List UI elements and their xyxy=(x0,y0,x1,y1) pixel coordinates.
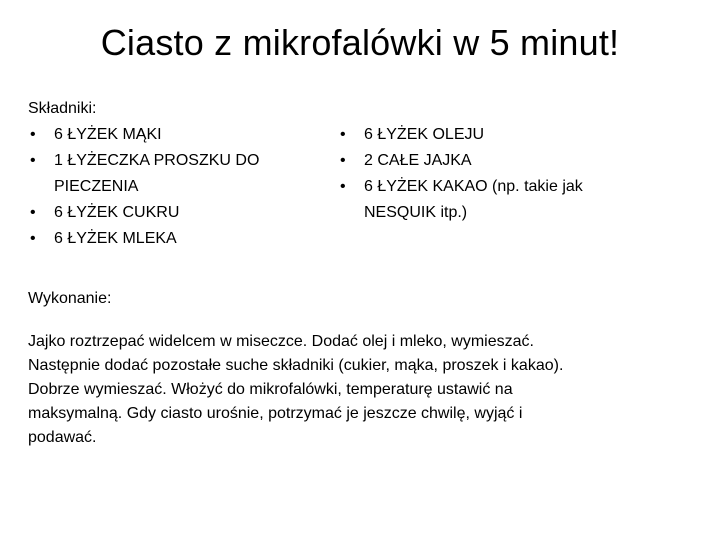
ingredient-text: 6 ŁYŻEK MLEKA xyxy=(54,230,177,247)
bullet-icon: • xyxy=(30,204,36,221)
list-item xyxy=(28,200,298,226)
method-paragraph: Jajko roztrzepać widelcem w miseczce. Dodać olej i mleko, wymieszać. Następnie dodać pozostałe suche składniki (cukier, mąka, proszek i kakao). Dobrze wymieszać. Włożyć do mikrofalówki, temperaturę ustawić na maksymalną. Gdy ciasto urośnie, potrzymać je jeszcze chwilę, wyjąć i podawać. xyxy=(28,333,564,446)
ingredient-text: 2 CAŁE JAJKA xyxy=(364,152,472,169)
ingredient-text: 6 ŁYŻEK OLEJU xyxy=(364,126,485,143)
page-title: Ciasto z mikrofalówki w 5 minut! xyxy=(100,22,620,63)
method-heading: Wykonanie: xyxy=(28,290,112,307)
list-item xyxy=(28,226,298,252)
bullet-icon: • xyxy=(30,152,36,169)
list-item xyxy=(338,174,638,226)
ingredient-text: 6 ŁYŻEK CUKRU xyxy=(54,204,180,221)
ingredients-heading: Składniki: xyxy=(28,100,97,117)
bullet-icon: • xyxy=(30,126,36,143)
bullet-icon: • xyxy=(340,126,346,143)
bullet-icon: • xyxy=(340,178,346,195)
ingredients-list-right xyxy=(338,122,638,226)
ingredient-text: 6 ŁYŻEK MĄKI xyxy=(54,126,162,143)
list-item xyxy=(338,148,638,174)
ingredients-list-left xyxy=(28,122,298,252)
bullet-icon: • xyxy=(30,230,36,247)
list-item xyxy=(28,148,298,200)
list-item xyxy=(28,122,298,148)
ingredient-text: 6 ŁYŻEK KAKAO (np. takie jak NESQUIK itp.) xyxy=(364,178,583,221)
ingredient-text: 1 ŁYŻECZKA PROSZKU DO PIECZENIA xyxy=(54,152,260,195)
list-item xyxy=(338,122,638,148)
bullet-icon: • xyxy=(340,152,346,169)
